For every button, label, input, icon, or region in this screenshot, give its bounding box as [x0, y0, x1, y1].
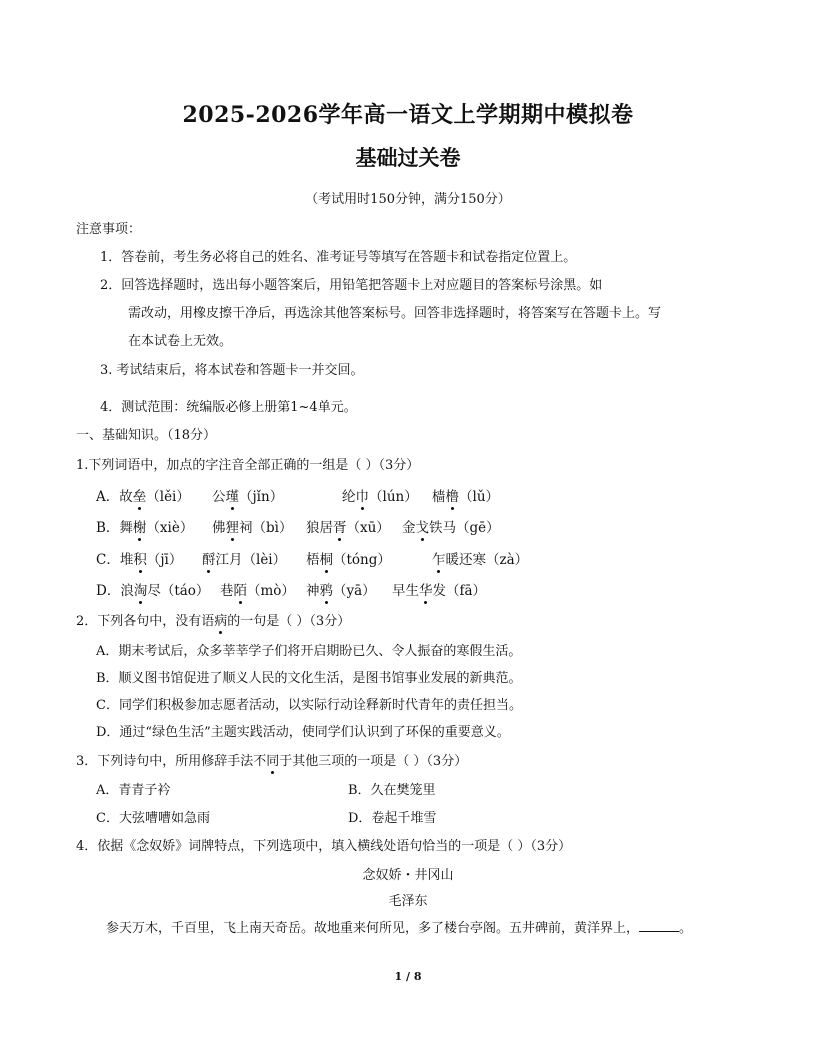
- question-4-stem: 4．依据《念奴娇》词牌特点，下列选项中，填入横线处语句恰当的一项是（ ）（3分）: [76, 839, 572, 854]
- note-item-4: 4．测试范围：统编版必修上册第1~4单元。: [100, 400, 357, 415]
- word-text: 浪: [120, 583, 134, 599]
- pinyin: 铁马（gē）: [429, 520, 500, 536]
- question-1-stem: 1.下列词语中，加点的字注音全部正确的一组是（ ）（3分）: [76, 458, 420, 473]
- word-text: 公: [212, 489, 226, 505]
- q3-option-c: C．大弦嘈嘈如急雨: [96, 811, 210, 826]
- word-text: 故: [119, 489, 133, 505]
- word-text: 早生: [392, 583, 419, 599]
- stem-text: 3．下列诗句中，所用修辞手法: [76, 754, 254, 769]
- q1-option-d-word-3: [306, 579, 376, 599]
- dotted-char: 华: [419, 583, 433, 599]
- dotted-char: 积: [133, 552, 147, 568]
- q1-option-c-word-4: [432, 548, 528, 568]
- word-text: 梧: [306, 552, 320, 568]
- q1-option-a-word-4: [432, 485, 499, 505]
- stem-text: 2．下列各句中，没有语: [76, 614, 215, 629]
- word-text: 佛: [212, 520, 226, 536]
- stem-text: 其他三项的一项是（ ）（3分）: [292, 754, 468, 769]
- pinyin: 尽（táo）: [147, 583, 210, 599]
- dotted-char: 淘: [133, 583, 148, 599]
- emphasis-text: 不同于: [253, 754, 293, 769]
- dotted-char: 胥: [333, 520, 347, 536]
- word-text: 神: [306, 583, 320, 599]
- poem-author: 毛泽东: [388, 894, 428, 909]
- word-text: 纶: [342, 489, 356, 505]
- pinyin: （mò）: [247, 583, 295, 599]
- dotted-char: 鸦: [319, 583, 333, 599]
- pinyin: （lún）: [369, 489, 418, 505]
- option-label: A．: [96, 489, 120, 505]
- q1-option-b-word-4: [402, 516, 500, 536]
- pinyin: （jǐn）: [239, 489, 284, 505]
- pinyin: 祠（bì）: [239, 520, 293, 536]
- question-3-stem: [76, 750, 467, 769]
- q2-option-a: A．期末考试后，众多莘莘学子们将开启期盼已久、令人振奋的寒假生活。: [96, 644, 522, 659]
- pinyin: （lěi）: [146, 489, 190, 505]
- page-number: 1 / 8: [394, 970, 422, 983]
- note-item-1: 1．答卷前，考生务必将自己的姓名、准考证号等填写在答题卡和试卷指定位置上。: [100, 250, 577, 265]
- dotted-char: 橹: [445, 489, 459, 505]
- answer-blank: [639, 919, 679, 932]
- q1-option-c-word-3: [306, 548, 391, 568]
- q2-option-b: B．顺义图书馆促进了顺义人民的文化生活，是图书馆事业发展的新典范。: [96, 671, 522, 686]
- pinyin: （lǔ）: [459, 489, 500, 505]
- poem-punctuation: 。: [679, 921, 693, 936]
- q1-option-a-word-2: [212, 485, 283, 505]
- q1-option-b-word-2: [212, 516, 292, 536]
- note-item-2-line-3: 在本试卷上无效。: [128, 334, 233, 349]
- q1-option-a: [96, 485, 190, 505]
- question-2-stem: [76, 610, 350, 629]
- emphasis-text: 病: [214, 614, 228, 629]
- dotted-char: 榭: [132, 520, 147, 536]
- stem-text: 的一句是（ ）（3分）: [227, 614, 351, 629]
- section-1-heading: 一、基础知识。（18分）: [76, 428, 217, 443]
- dotted-char: 巾: [355, 489, 369, 505]
- exam-info: （考试用时150分钟，满分150分）: [305, 192, 511, 207]
- q2-option-d: D．通过“绿色生活”主题实践活动，使同学们认识到了环保的重要意义。: [96, 725, 510, 740]
- poem-line: [106, 917, 692, 936]
- pinyin: 暖还寒（zà）: [445, 552, 529, 568]
- dotted-char: 瑾: [225, 489, 239, 505]
- notes-heading: 注意事项：: [76, 222, 142, 237]
- option-label: B．: [96, 520, 120, 536]
- pinyin: （xiè）: [146, 520, 194, 536]
- pinyin: 江月（lèi）: [215, 552, 287, 568]
- q1-option-d-word-2: [220, 579, 295, 599]
- q3-option-b: B．久在樊笼里: [348, 783, 436, 798]
- poem-text: 参天万木，千百里，飞上南天奇岳。故地重来何所见，多了楼台亭阁。五井碑前，黄洋界上，: [106, 921, 640, 936]
- q1-option-c: [96, 548, 182, 568]
- q2-option-c: C．同学们积极参加志愿者活动，以实际行动诠释新时代青年的责任担当。: [96, 698, 522, 713]
- dotted-char: 桐: [319, 552, 333, 568]
- pinyin: （xū）: [346, 520, 390, 536]
- word-text: 金: [402, 520, 416, 536]
- word-text: 巷: [220, 583, 234, 599]
- exam-subtitle: 基础过关卷: [355, 145, 461, 170]
- q1-option-c-word-2: [202, 548, 286, 568]
- q3-option-a: A．青青子衿: [96, 783, 171, 798]
- q1-option-b-word-3: [306, 516, 390, 536]
- word-text: 狼居: [306, 520, 333, 536]
- dotted-char: 酹: [202, 552, 216, 568]
- q1-option-d-word-4: [392, 579, 486, 599]
- dotted-char: 乍: [432, 552, 446, 568]
- note-item-3: 3. 考试结束后，将本试卷和答题卡一并交回。: [100, 363, 364, 378]
- option-label: D．: [96, 583, 121, 599]
- note-item-2-line-1: 2．回答选择题时，选出每小题答案后，用铅笔把答题卡上对应题目的答案标号涂黑。如: [100, 278, 603, 293]
- word-text: 堆: [119, 552, 134, 568]
- dotted-char: 戈: [415, 520, 429, 536]
- dotted-char: 垒: [132, 489, 147, 505]
- exam-title: 2025-2026学年高一语文上学期期中模拟卷: [182, 102, 634, 128]
- q1-option-d: [96, 579, 209, 599]
- option-label: C．: [96, 552, 120, 568]
- note-item-2-line-2: 需改动，用橡皮擦干净后，再选涂其他答案标号。回答非选择题时，将答案写在答题卡上。写: [128, 306, 662, 321]
- pinyin: （tóng）: [333, 552, 391, 568]
- q1-option-b: [96, 516, 193, 536]
- word-text: 樯: [432, 489, 446, 505]
- dotted-char: 狸: [225, 520, 239, 536]
- word-text: 舞: [119, 520, 133, 536]
- pinyin: （jī）: [146, 552, 183, 568]
- pinyin: 发（fā）: [432, 583, 487, 599]
- poem-title: 念奴娇・井冈山: [362, 868, 454, 883]
- q1-option-a-word-3: [342, 485, 418, 505]
- pinyin: （yā）: [333, 583, 376, 599]
- q3-option-d: D．卷起千堆雪: [348, 811, 437, 826]
- dotted-char: 陌: [233, 583, 247, 599]
